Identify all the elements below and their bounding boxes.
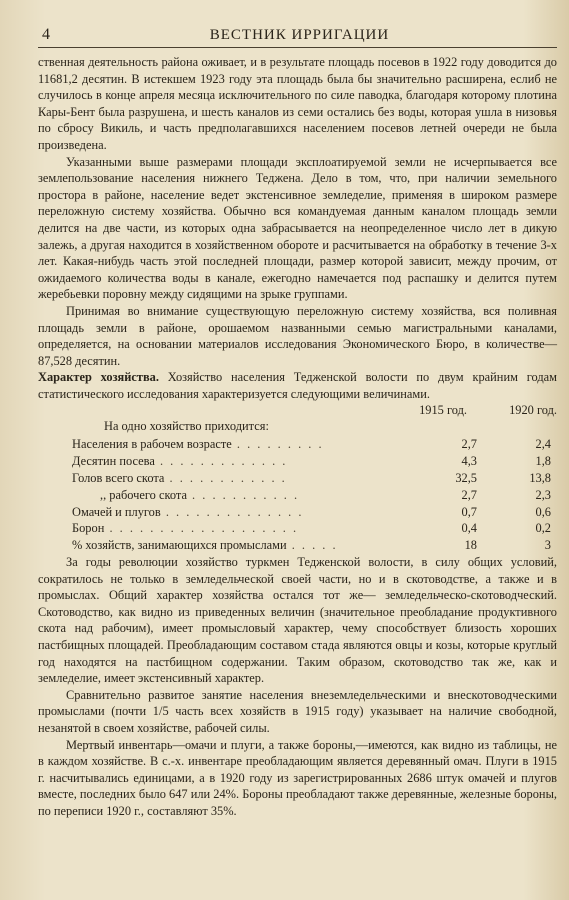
value-1920: 3 (544, 538, 551, 553)
leader-dots: . . . . . (286, 538, 338, 553)
row-label-text: Десятин посева (72, 454, 155, 469)
table-row (38, 436, 557, 453)
row-label (38, 487, 409, 504)
year-1915: 1915 год. (419, 403, 467, 418)
row-label (38, 520, 409, 537)
table-caption: На одно хозяйство приходится: (104, 419, 269, 434)
leader-dots: . . . . . . . . . . . . (164, 471, 287, 486)
leader-dots: . . . . . . . . . . . . . . (160, 504, 304, 519)
table-row (38, 520, 557, 537)
row-label-text: Населения в рабочем возрасте (72, 437, 232, 452)
value-1915: 4,3 (461, 454, 477, 469)
value-1915: 2,7 (461, 437, 477, 452)
row-label (38, 453, 409, 470)
row-label-text: Омачей и плугов (72, 504, 161, 519)
table-row (38, 453, 557, 470)
row-label (38, 470, 409, 487)
leader-dots: . . . . . . . . . . . (186, 487, 300, 502)
row-label (38, 504, 409, 521)
row-label-text: % хозяйств, занимающихся промыслами (72, 538, 287, 553)
paragraph-5: За годы революции хозяйство туркмен Тедженской волости, в силу общих условий, сократилось не только в земледельческой своей части, но и в скотоводстве, а также и в промыслах. Общий характер хозяйства остался тот же— земледельческо-скотоводческий. Скотоводство, как видно из приведенных величин (значительное преобладание продуктивного скота над рабочим), имеет промысловый характер, чему способствует близость хороших пастбищных площадей. Преобладающим составом стада являются овцы и козы, которые круглый год находятся на пастбищном содержании. Таким образом, скотоводство так же, как и земледелие, имеет экстенсивный характер. (38, 555, 557, 686)
journal-title: ВЕСТНИК ИРРИГАЦИИ (209, 27, 390, 43)
year-1920: 1920 год. (509, 403, 557, 418)
paragraph-3: Принимая во внимание существующую переложную систему хозяйства, вся поливная площадь земли в районе, орошаемом названными семью магистральными каналами, определяется, на основании материалов исследования Экономического Бюро, в количестве—87,528 десятин. (38, 303, 557, 368)
value-1920: 0,6 (535, 504, 551, 519)
value-1920: 2,4 (535, 437, 551, 452)
value-1915: 2,7 (461, 487, 477, 502)
page-header (38, 26, 557, 48)
section-text: Хозяйство населения Тедженской волости по двум крайним годам статистического исследования характеризуется следующими величинами. (38, 370, 557, 401)
leader-dots: . . . . . . . . . . . . . (154, 454, 288, 469)
row-label-text: Голов всего скота (72, 471, 165, 486)
row-label (38, 436, 409, 453)
value-1920: 0,2 (535, 521, 551, 536)
value-1920: 2,3 (535, 487, 551, 502)
table-row (38, 504, 557, 521)
leader-dots: . . . . . . . . . (231, 437, 324, 452)
paragraph-7: Мертвый инвентарь—омачи и плуги, а также бороны,—имеются, как видно из таблицы, не в каждом хозяйстве. В с.-х. инвентаре преобладающим является деревянный омач. Плуги в 1915 г. насчитывались единицами, а в 1920 году из зарегистрированных 2686 штук омачей и плугов вместе, последних было 647 или 24%. Бороны преобладают также деревянные, железные бороны, по переписи 1920 г., составляют 35%. (38, 737, 557, 818)
table-year-header (38, 402, 557, 418)
value-1915: 0,7 (461, 504, 477, 519)
table-row (38, 487, 557, 504)
row-label-text: ,, рабочего скота (100, 487, 187, 502)
table-row (38, 470, 557, 487)
table-row (38, 537, 557, 554)
paragraph-6: Сравнительно развитое занятие населения внеземледельческими и внескотоводческими промыслами (почти 1/5 часть всех хозяйств в 1915 году) указывает на наличие свободной, незанятой в своем хозяйстве, рабочей силы. (38, 687, 557, 735)
value-1920: 1,8 (535, 454, 551, 469)
row-label (38, 537, 409, 554)
paragraph-4 (38, 369, 557, 402)
household-table (38, 436, 557, 554)
leader-dots: . . . . . . . . . . . . . . . . . . . (104, 521, 299, 536)
page-number: 4 (42, 26, 50, 43)
section-heading: Характер хозяйства. (38, 370, 159, 385)
value-1920: 13,8 (529, 471, 551, 486)
paragraph-1: ственная деятельность района оживает, и в результате площадь посевов в 1922 году доводится до 11681,2 десятин. В истекшем 1923 году эта площадь была бы значительно расширена, еслиб не случилось в конце апреля месяца исключительного по силе паводка, благодаря которому плотина Кары-Бент была разрушена, и шесть каналов из семи остались без воды, которая ушла в низовья по сбросу Викиль, и часть предполагавшихся населением посевов летней очереди не была произведена. (38, 55, 557, 152)
value-1915: 0,4 (461, 521, 477, 536)
value-1915: 32,5 (455, 471, 477, 486)
row-label-text: Борон (72, 521, 105, 536)
paragraph-2: Указанными выше размерами площади эксплоатируемой земли не исчерпывается все землепользование населения нижнего Теджена. Дело в том, что, при наличии земельного простора в районе, население ведет экстенсивное земледелие, применяя в широком размере переложную систему хозяйства. Обычно вся командуемая данным каналом площадь земли делится на две части, из которых одна забрасывается на неопределенное число лет в дикую залежь, а другая находится в хозяйственном обороте и расчитывается на обработку в течение 3-х лет. Какая-нибудь часть этой последней площади, размер которой зависит, между прочим, от ожидаемого количества воды в канале, ежегодно намечается под распашку и делится путем жеребьевки поровну между сидящими на зрыке группами. (38, 154, 557, 302)
value-1915: 18 (464, 538, 477, 553)
